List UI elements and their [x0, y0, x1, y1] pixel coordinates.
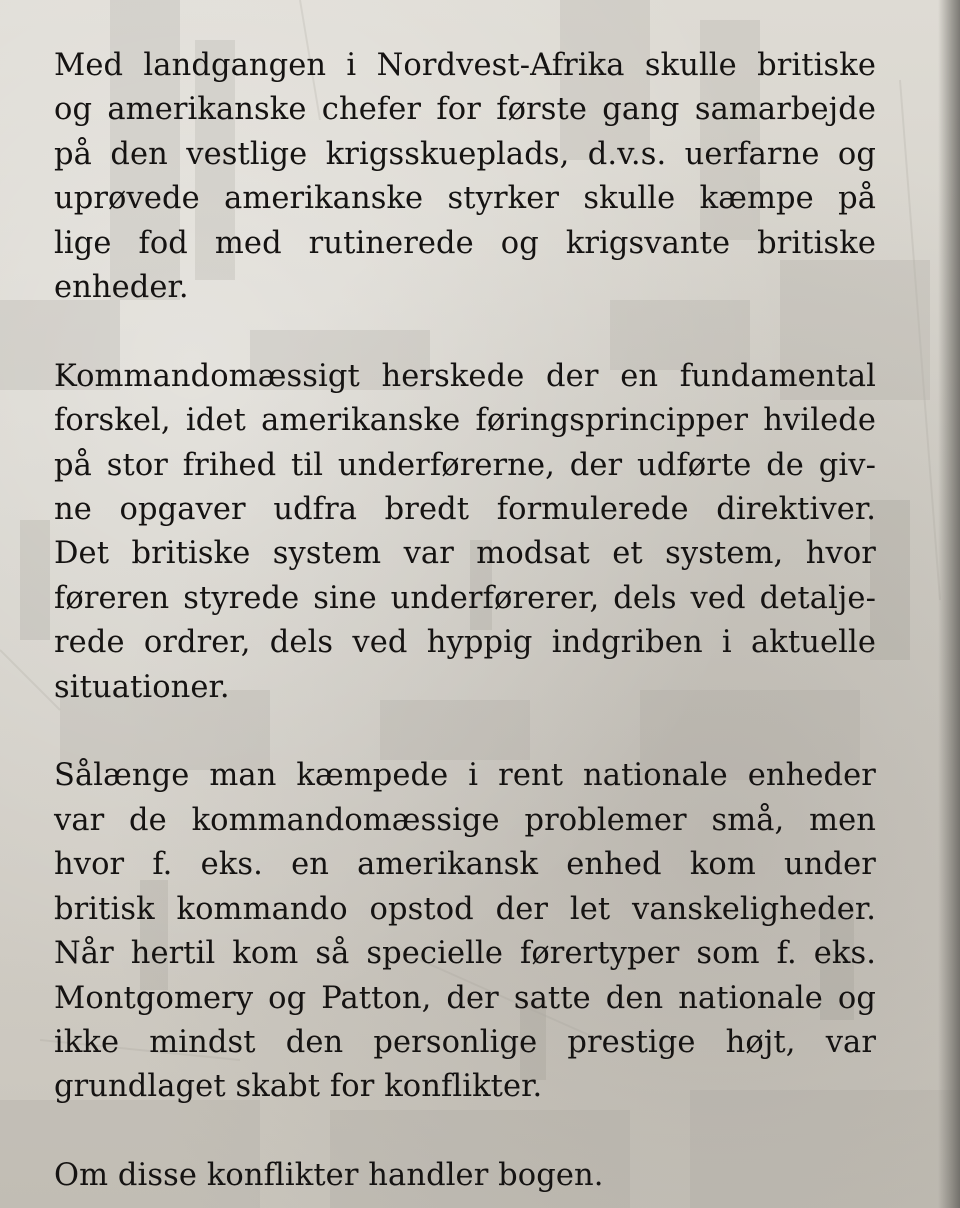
text-line: situationer.: [54, 669, 230, 705]
text-line: rede ordrer, dels ved hyppig indgriben i aktuelle: [54, 625, 876, 661]
paragraph-gap: [54, 310, 876, 354]
text-line: lige fod med rutinerede og krigsvante britiske: [54, 225, 876, 261]
text-line: uprøvede amerikanske styrker skulle kæmpe på: [54, 181, 876, 217]
text-line: enheder.: [54, 270, 189, 306]
text-line: ne opgaver udfra bredt formulerede direktiver.: [54, 492, 876, 528]
paragraph-gap: [54, 710, 876, 754]
text-line: Med landgangen i Nordvest-Afrika skulle britiske: [54, 48, 876, 83]
text-line: føreren styrede sine underførerer, dels ved detalje-: [54, 580, 876, 616]
text-line: Om disse konflikter handler bogen.: [54, 1158, 604, 1194]
paragraph-1: [54, 44, 876, 310]
text-line: Montgomery og Patton, der satte den nationale og: [54, 980, 876, 1016]
text-line: ikke mindst den personlige prestige højt, var: [54, 1024, 876, 1060]
paragraph-4: [54, 1154, 876, 1198]
text-line: grundlaget skabt for konflikter.: [54, 1069, 543, 1105]
cover-right-edge: [938, 0, 960, 1208]
text-line: på stor frihed til underførerne, der udførte de giv-: [54, 447, 876, 483]
paragraph-3: [54, 754, 876, 1109]
text-line: Sålænge man kæmpede i rent nationale enheder: [54, 758, 876, 794]
text-line: forskel, idet amerikanske føringsprincipper hvilede: [54, 403, 876, 439]
paragraph-2: [54, 355, 876, 710]
text-line: britisk kommando opstod der let vanskeligheder.: [54, 891, 876, 927]
text-line: Det britiske system var modsat et system, hvor: [54, 536, 876, 572]
blurb-text: [54, 44, 876, 1199]
text-line: hvor f. eks. en amerikansk enhed kom under: [54, 847, 876, 883]
text-line: og amerikanske chefer for første gang samarbejde: [54, 92, 876, 128]
text-line: var de kommandomæssige problemer små, men: [54, 802, 876, 838]
text-line: Kommandomæssigt herskede der en fundamental: [54, 358, 876, 394]
text-line: Når hertil kom så specielle førertyper som f. eks.: [54, 936, 876, 972]
text-line: på den vestlige krigsskueplads, d.v.s. uerfarne og: [54, 136, 876, 172]
paragraph-gap: [54, 1110, 876, 1154]
